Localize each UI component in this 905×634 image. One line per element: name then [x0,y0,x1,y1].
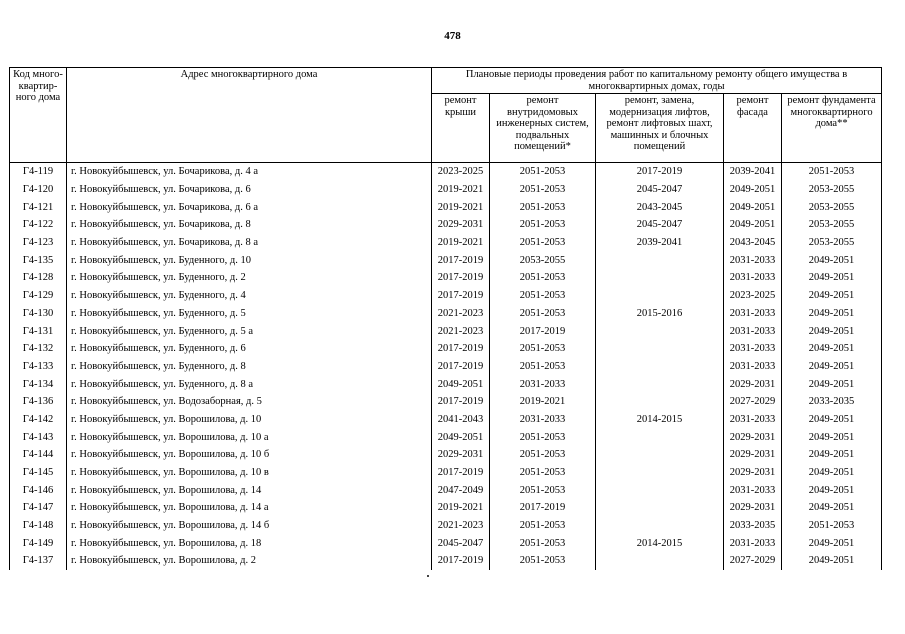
cell-roof: 2019-2021 [432,198,490,216]
cell-code: Г4-133 [10,358,67,376]
cell-foundation: 2049-2051 [782,481,882,499]
table-row [10,517,882,535]
cell-address: г. Новокуйбышевск, ул. Буденного, д. 5 [67,305,432,323]
cell-roof: 2017-2019 [432,340,490,358]
table-body [10,163,882,570]
cell-code: Г4-145 [10,464,67,482]
cell-code: Г4-143 [10,428,67,446]
table-row [10,375,882,393]
cell-elevators: 2045-2047 [596,216,724,234]
cell-roof: 2017-2019 [432,464,490,482]
cell-engineering: 2051-2053 [490,552,596,570]
cell-foundation: 2049-2051 [782,552,882,570]
cell-elevators [596,251,724,269]
cell-facade: 2029-2031 [724,375,782,393]
cell-foundation: 2051-2053 [782,163,882,181]
cell-address: г. Новокуйбышевск, ул. Ворошилова, д. 14 а [67,499,432,517]
cell-facade: 2023-2025 [724,287,782,305]
cell-facade: 2031-2033 [724,322,782,340]
cell-facade: 2029-2031 [724,499,782,517]
cell-roof: 2017-2019 [432,251,490,269]
cell-foundation: 2053-2055 [782,216,882,234]
cell-code: Г4-136 [10,393,67,411]
cell-roof: 2029-2031 [432,446,490,464]
cell-facade: 2029-2031 [724,446,782,464]
cell-engineering: 2051-2053 [490,234,596,252]
cell-elevators: 2043-2045 [596,198,724,216]
cell-code: Г4-135 [10,251,67,269]
cell-facade: 2031-2033 [724,251,782,269]
cell-facade: 2031-2033 [724,534,782,552]
cell-roof: 2021-2023 [432,305,490,323]
cell-code: Г4-121 [10,198,67,216]
cell-engineering: 2051-2053 [490,534,596,552]
cell-code: Г4-134 [10,375,67,393]
table-row [10,269,882,287]
cell-elevators [596,322,724,340]
cell-foundation: 2049-2051 [782,446,882,464]
cell-engineering: 2051-2053 [490,464,596,482]
cell-foundation: 2049-2051 [782,428,882,446]
header-elevators: ремонт, замена, модернизация лифтов, ремонт лифтовых шахт, машинных и блочных помещений [596,94,724,163]
cell-elevators [596,499,724,517]
cell-engineering: 2031-2033 [490,375,596,393]
header-foundation: ремонт фундамента многоквартирного дома** [782,94,882,163]
cell-elevators: 2014-2015 [596,411,724,429]
table-row [10,234,882,252]
cell-foundation: 2049-2051 [782,322,882,340]
cell-address: г. Новокуйбышевск, ул. Ворошилова, д. 14 [67,481,432,499]
header-facade: ремонт фасада [724,94,782,163]
cell-facade: 2049-2051 [724,198,782,216]
cell-facade: 2029-2031 [724,428,782,446]
cell-engineering: 2051-2053 [490,305,596,323]
header-engineering: ремонт внутридомовых инженерных систем, подвальных помещений* [490,94,596,163]
cell-roof: 2019-2021 [432,234,490,252]
cell-engineering: 2051-2053 [490,517,596,535]
cell-elevators [596,428,724,446]
cell-address: г. Новокуйбышевск, ул. Водозаборная, д. 5 [67,393,432,411]
cell-code: Г4-137 [10,552,67,570]
cell-address: г. Новокуйбышевск, ул. Ворошилова, д. 2 [67,552,432,570]
cell-code: Г4-129 [10,287,67,305]
cell-address: г. Новокуйбышевск, ул. Ворошилова, д. 10 а [67,428,432,446]
cell-code: Г4-120 [10,181,67,199]
cell-engineering: 2019-2021 [490,393,596,411]
page-number: 478 [444,30,461,42]
cell-foundation: 2049-2051 [782,287,882,305]
cell-address: г. Новокуйбышевск, ул. Ворошилова, д. 10 [67,411,432,429]
cell-facade: 2031-2033 [724,269,782,287]
cell-address: г. Новокуйбышевск, ул. Буденного, д. 8 а [67,375,432,393]
repair-schedule-table [9,67,882,570]
cell-roof: 2017-2019 [432,393,490,411]
cell-roof: 2023-2025 [432,163,490,181]
cell-elevators [596,358,724,376]
cell-address: г. Новокуйбышевск, ул. Ворошилова, д. 14 б [67,517,432,535]
cell-elevators [596,517,724,535]
header-periods: Плановые периоды проведения работ по капитальному ремонту общего имущества в многоквартирных домах, годы [432,68,882,94]
cell-foundation: 2053-2055 [782,198,882,216]
cell-roof: 2045-2047 [432,534,490,552]
cell-roof: 2017-2019 [432,269,490,287]
cell-engineering: 2051-2053 [490,446,596,464]
cell-foundation: 2049-2051 [782,464,882,482]
cell-code: Г4-130 [10,305,67,323]
cell-elevators [596,287,724,305]
cell-roof: 2017-2019 [432,552,490,570]
cell-facade: 2031-2033 [724,358,782,376]
cell-address: г. Новокуйбышевск, ул. Бочарикова, д. 8 [67,216,432,234]
cell-facade: 2039-2041 [724,163,782,181]
cell-engineering: 2031-2033 [490,411,596,429]
cell-engineering: 2051-2053 [490,163,596,181]
cell-engineering: 2053-2055 [490,251,596,269]
cell-foundation: 2049-2051 [782,411,882,429]
cell-engineering: 2051-2053 [490,358,596,376]
cell-foundation: 2049-2051 [782,499,882,517]
cell-foundation: 2049-2051 [782,340,882,358]
cell-code: Г4-132 [10,340,67,358]
cell-address: г. Новокуйбышевск, ул. Ворошилова, д. 10 в [67,464,432,482]
cell-roof: 2021-2023 [432,517,490,535]
cell-address: г. Новокуйбышевск, ул. Буденного, д. 2 [67,269,432,287]
cell-engineering: 2051-2053 [490,481,596,499]
cell-code: Г4-144 [10,446,67,464]
cell-facade: 2031-2033 [724,411,782,429]
cell-address: г. Новокуйбышевск, ул. Буденного, д. 5 а [67,322,432,340]
cell-facade: 2033-2035 [724,517,782,535]
cell-engineering: 2051-2053 [490,181,596,199]
cell-facade: 2043-2045 [724,234,782,252]
cell-elevators: 2017-2019 [596,163,724,181]
cell-engineering: 2017-2019 [490,499,596,517]
cell-code: Г4-122 [10,216,67,234]
cell-address: г. Новокуйбышевск, ул. Бочарикова, д. 4 а [67,163,432,181]
cell-foundation: 2051-2053 [782,517,882,535]
header-roof: ремонт крыши [432,94,490,163]
cell-elevators: 2039-2041 [596,234,724,252]
cell-elevators: 2014-2015 [596,534,724,552]
cell-facade: 2029-2031 [724,464,782,482]
cell-foundation: 2049-2051 [782,269,882,287]
cell-code: Г4-119 [10,163,67,181]
table-row [10,251,882,269]
cell-foundation: 2033-2035 [782,393,882,411]
cell-elevators [596,552,724,570]
table-row [10,411,882,429]
table-row [10,287,882,305]
cell-foundation: 2049-2051 [782,375,882,393]
cell-engineering: 2017-2019 [490,322,596,340]
cell-code: Г4-123 [10,234,67,252]
cell-roof: 2021-2023 [432,322,490,340]
cell-code: Г4-147 [10,499,67,517]
cell-foundation: 2049-2051 [782,305,882,323]
table-row [10,198,882,216]
table-row [10,340,882,358]
cell-facade: 2049-2051 [724,216,782,234]
cell-engineering: 2051-2053 [490,269,596,287]
cell-elevators: 2015-2016 [596,305,724,323]
cell-foundation: 2049-2051 [782,358,882,376]
cell-foundation: 2053-2055 [782,234,882,252]
cell-roof: 2049-2051 [432,428,490,446]
table-row [10,464,882,482]
cell-roof: 2047-2049 [432,481,490,499]
cell-elevators [596,446,724,464]
cell-roof: 2041-2043 [432,411,490,429]
cell-elevators [596,269,724,287]
table-row [10,499,882,517]
cell-engineering: 2051-2053 [490,216,596,234]
cell-elevators [596,375,724,393]
cell-engineering: 2051-2053 [490,287,596,305]
cell-facade: 2031-2033 [724,340,782,358]
cell-code: Г4-149 [10,534,67,552]
cell-foundation: 2053-2055 [782,181,882,199]
table-row [10,552,882,570]
cell-engineering: 2051-2053 [490,428,596,446]
cell-engineering: 2051-2053 [490,198,596,216]
cell-code: Г4-128 [10,269,67,287]
cell-facade: 2031-2033 [724,305,782,323]
cell-engineering: 2051-2053 [490,340,596,358]
cell-address: г. Новокуйбышевск, ул. Буденного, д. 4 [67,287,432,305]
cell-elevators [596,340,724,358]
cell-address: г. Новокуйбышевск, ул. Ворошилова, д. 18 [67,534,432,552]
cell-address: г. Новокуйбышевск, ул. Бочарикова, д. 6 [67,181,432,199]
table-row [10,305,882,323]
cell-code: Г4-142 [10,411,67,429]
cell-address: г. Новокуйбышевск, ул. Буденного, д. 6 [67,340,432,358]
table-row [10,322,882,340]
scan-speck [427,575,429,577]
cell-roof: 2019-2021 [432,181,490,199]
cell-address: г. Новокуйбышевск, ул. Буденного, д. 8 [67,358,432,376]
cell-code: Г4-146 [10,481,67,499]
table-row [10,358,882,376]
table-row [10,163,882,181]
table-row [10,481,882,499]
table-row [10,393,882,411]
cell-facade: 2027-2029 [724,552,782,570]
cell-elevators: 2045-2047 [596,181,724,199]
cell-foundation: 2049-2051 [782,534,882,552]
table-row [10,181,882,199]
cell-address: г. Новокуйбышевск, ул. Ворошилова, д. 10 б [67,446,432,464]
cell-address: г. Новокуйбышевск, ул. Бочарикова, д. 8 а [67,234,432,252]
cell-elevators [596,481,724,499]
cell-address: г. Новокуйбышевск, ул. Бочарикова, д. 6 а [67,198,432,216]
cell-facade: 2049-2051 [724,181,782,199]
cell-facade: 2027-2029 [724,393,782,411]
header-address: Адрес многоквартирного дома [67,68,432,163]
table-row [10,428,882,446]
cell-address: г. Новокуйбышевск, ул. Буденного, д. 10 [67,251,432,269]
cell-roof: 2017-2019 [432,358,490,376]
cell-elevators [596,464,724,482]
table-row [10,216,882,234]
cell-code: Г4-131 [10,322,67,340]
cell-roof: 2019-2021 [432,499,490,517]
cell-roof: 2029-2031 [432,216,490,234]
cell-facade: 2031-2033 [724,481,782,499]
table-row [10,534,882,552]
header-code: Код много-квартир-ного дома [10,68,67,163]
cell-roof: 2017-2019 [432,287,490,305]
cell-foundation: 2049-2051 [782,251,882,269]
cell-roof: 2049-2051 [432,375,490,393]
cell-elevators [596,393,724,411]
cell-code: Г4-148 [10,517,67,535]
table-row [10,446,882,464]
